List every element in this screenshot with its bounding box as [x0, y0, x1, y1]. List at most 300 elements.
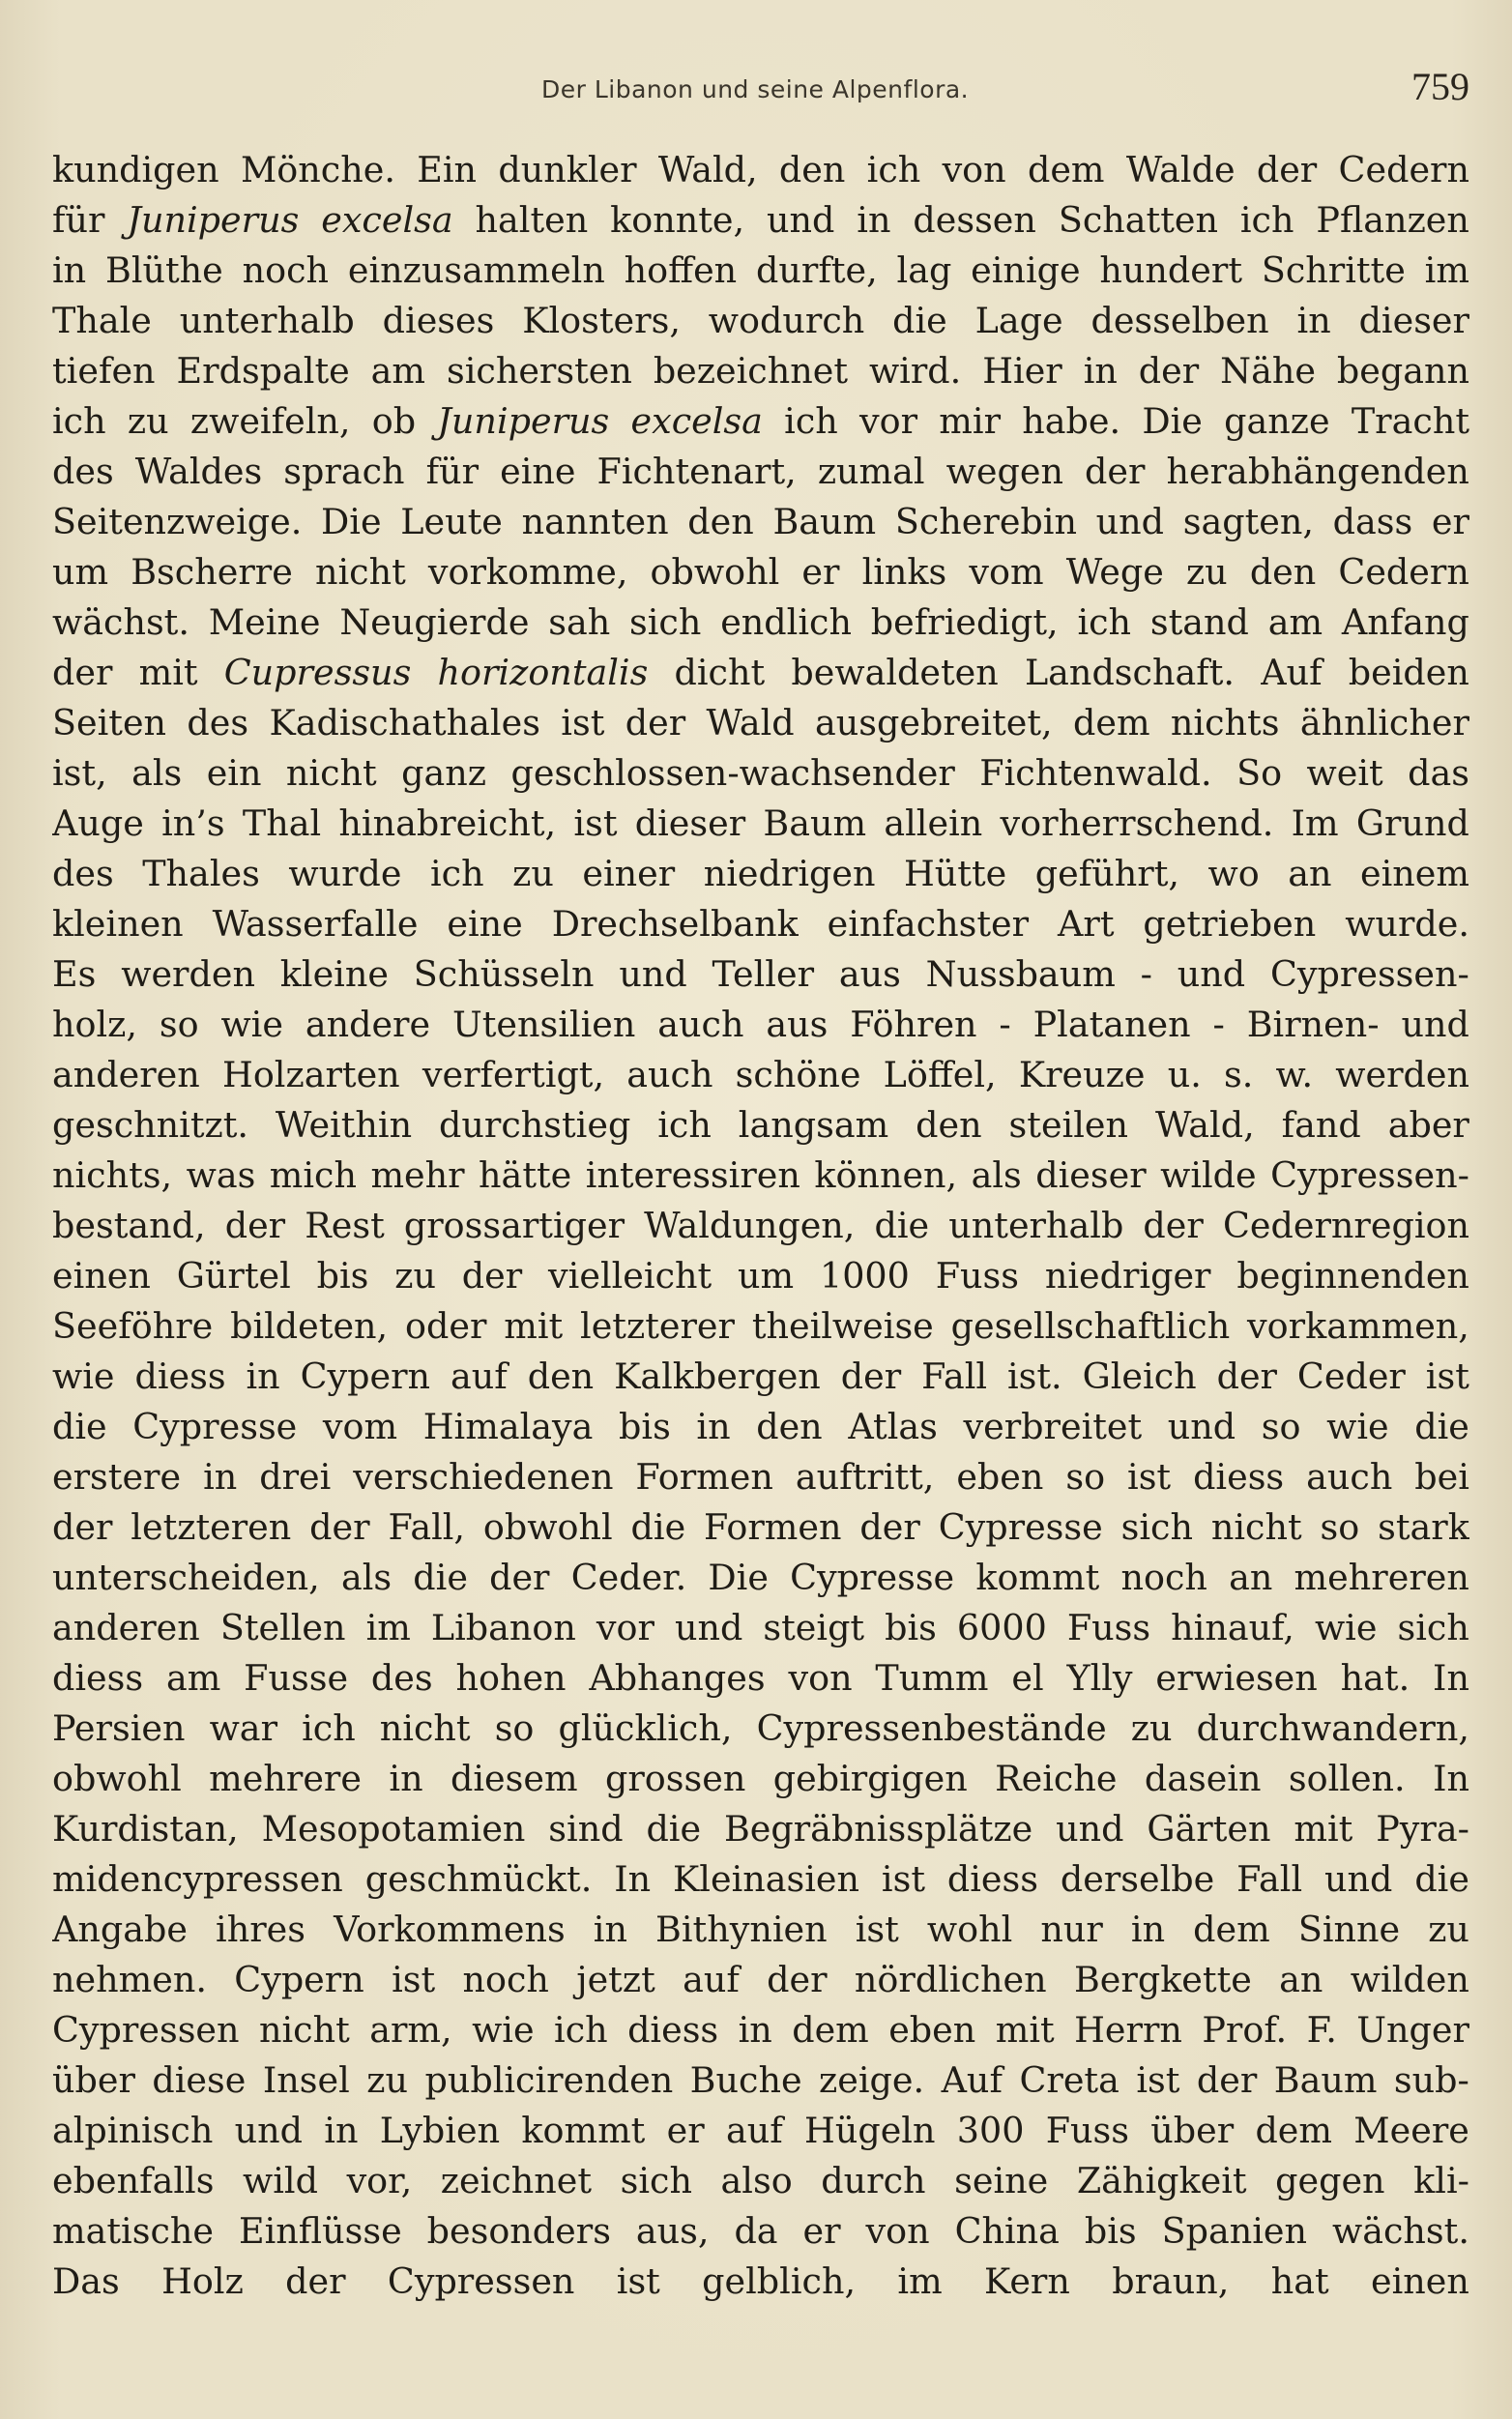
text-line: [52, 246, 1469, 296]
word: niedriger: [1044, 1255, 1211, 1297]
word: diese: [152, 2059, 247, 2101]
word: lag: [896, 249, 952, 291]
word: wilde: [1160, 1154, 1257, 1196]
text-line: [52, 1301, 1469, 1352]
word: Anfang: [1341, 601, 1469, 643]
word: zu: [127, 400, 169, 442]
word: Angabe: [52, 1909, 188, 1950]
word: wo: [1207, 853, 1260, 894]
text-line: [52, 145, 1469, 195]
word: aus,: [635, 2210, 710, 2252]
word: geschmückt.: [364, 1858, 593, 1900]
word: dem: [1255, 2110, 1333, 2151]
word: So: [1236, 752, 1283, 794]
word: alpinisch: [52, 2110, 214, 2151]
word: nicht: [379, 1707, 471, 1749]
word: Bergkette: [1073, 1959, 1252, 2000]
word: einem: [1359, 853, 1469, 894]
word: Formen: [704, 1506, 842, 1548]
word: ist: [1136, 2059, 1180, 2101]
word: midencypressen: [52, 1858, 343, 1900]
word: verschiedenen: [353, 1456, 614, 1498]
word: w.: [1275, 1054, 1314, 1095]
word: aus: [766, 1004, 829, 1045]
word: Mesopotamien: [261, 1808, 526, 1850]
word: der: [52, 1506, 113, 1548]
word: durfte,: [756, 249, 878, 291]
text-line: [52, 1050, 1469, 1100]
word: sich: [1397, 1607, 1469, 1648]
text-line: [52, 1754, 1469, 1804]
word: Drechselbank: [551, 903, 799, 945]
word: Die: [708, 1557, 769, 1598]
word: ist: [1127, 1456, 1172, 1498]
word: dem: [1027, 149, 1105, 190]
word: Seiten: [52, 702, 167, 743]
word: mehrere: [209, 1758, 362, 1799]
text-line: [52, 2206, 1469, 2257]
word: Cypern: [300, 1355, 431, 1397]
word: um: [738, 1255, 795, 1297]
word: an: [1288, 853, 1332, 894]
word: Fusse: [244, 1657, 349, 1699]
word: Fuss: [1066, 1607, 1151, 1648]
word: Scherebin: [894, 501, 1077, 542]
word: Auge: [52, 802, 144, 844]
word: Thal: [242, 802, 322, 844]
word: verbreitet: [963, 1406, 1143, 1447]
word: -: [999, 1004, 1011, 1045]
word: Bithynien: [655, 1909, 828, 1950]
word: da: [734, 2210, 778, 2252]
word: Cypressen-: [1270, 1154, 1469, 1196]
word: an: [1279, 1959, 1323, 2000]
word: halten: [475, 199, 589, 241]
word: Persien: [52, 1707, 186, 1749]
word: dass: [1332, 501, 1413, 542]
word: Klosters,: [522, 300, 681, 341]
word: kundigen: [52, 149, 219, 190]
word: ganz: [401, 752, 487, 794]
word: Föhren: [850, 1004, 977, 1045]
word: Cypresse: [938, 1506, 1103, 1548]
word: Wege: [1065, 551, 1164, 593]
word: wodurch: [708, 300, 865, 341]
text-line: [52, 2257, 1469, 2307]
word: der: [1085, 451, 1146, 492]
word: erwiesen: [1155, 1657, 1318, 1699]
word: nicht: [285, 752, 377, 794]
word: den: [687, 501, 754, 542]
word: des: [187, 702, 249, 743]
word: dunkler: [498, 149, 637, 190]
text-line: [52, 748, 1469, 799]
word: wurde.: [1345, 903, 1469, 945]
word: ausgebreitet,: [815, 702, 1053, 743]
text-line: [52, 195, 1469, 246]
word: am: [165, 1657, 221, 1699]
word: vielleicht: [548, 1255, 712, 1297]
word: Kern: [984, 2260, 1070, 2302]
word: Ylly: [1066, 1657, 1133, 1699]
word: wilden: [1350, 1959, 1469, 2000]
word: ist.: [1006, 1355, 1062, 1397]
word: Buche: [689, 2059, 802, 2101]
word: Cypresse: [790, 1557, 955, 1598]
text-line: [52, 2106, 1469, 2156]
word: mit: [138, 652, 198, 693]
word: des: [52, 853, 114, 894]
word: endlich: [720, 601, 852, 643]
word: allein: [884, 802, 983, 844]
word: Blüthe: [105, 249, 223, 291]
word: im: [897, 2260, 943, 2302]
text-line: [52, 346, 1469, 396]
word: tiefen: [52, 350, 156, 392]
word: steigt: [763, 1607, 865, 1648]
word: Cypressen-: [1269, 953, 1469, 995]
word: ist: [573, 802, 618, 844]
word: erstere: [52, 1456, 182, 1498]
word: die: [646, 1808, 702, 1850]
word: unterhalb: [948, 1205, 1124, 1246]
text-line: [52, 1804, 1469, 1854]
word: oder: [405, 1305, 487, 1347]
word: als: [131, 752, 183, 794]
text-line: [52, 1603, 1469, 1653]
word: aus: [838, 953, 901, 995]
word: derselbe: [1060, 1858, 1215, 1900]
word: einer: [582, 853, 676, 894]
word: ihres: [216, 1909, 306, 1950]
text-line: [52, 547, 1469, 597]
word: Kleinasien: [673, 1858, 860, 1900]
word: Utensilien: [451, 1004, 636, 1045]
word: hundert: [1099, 249, 1242, 291]
word: Birnen-: [1246, 1004, 1380, 1045]
word: nichts,: [52, 1154, 173, 1196]
word: bis: [619, 1406, 671, 1447]
word: nicht: [258, 2009, 350, 2051]
word: in: [1130, 1909, 1166, 1950]
word: ich: [302, 1707, 356, 1749]
word: ist: [616, 2260, 660, 2302]
word: und: [1095, 501, 1165, 542]
word: Ceder.: [570, 1557, 687, 1598]
text-line: [52, 1854, 1469, 1905]
text-line: [52, 698, 1469, 748]
word: obwohl: [650, 551, 780, 593]
word: Zähigkeit: [1076, 2160, 1247, 2201]
word: wie: [220, 1004, 283, 1045]
word: am: [370, 350, 426, 392]
word: mit: [504, 1305, 564, 1347]
word: Kreuze: [1018, 1054, 1146, 1095]
word: der: [285, 2260, 346, 2302]
word: ist: [392, 1959, 436, 2000]
word: eine: [500, 451, 576, 492]
italic-word: excelsa: [630, 400, 763, 442]
word: geschlossen-wachsender: [510, 752, 955, 794]
word: wohl: [926, 1909, 1013, 1950]
text-line: [52, 296, 1469, 346]
word: Gärten: [1147, 1808, 1271, 1850]
word: einen: [52, 1255, 151, 1297]
word: Cedern: [1338, 551, 1469, 593]
word: Unger: [1356, 2009, 1469, 2051]
word: diesem: [450, 1758, 578, 1799]
word: herabhängenden: [1166, 451, 1469, 492]
word: noch: [462, 1959, 549, 2000]
word: in: [52, 249, 87, 291]
word: Kalkbergen: [614, 1355, 821, 1397]
word: dem: [1072, 702, 1150, 743]
italic-word: Cupressus: [223, 652, 412, 693]
word: Gleich: [1082, 1355, 1197, 1397]
word: der: [625, 702, 686, 743]
word: der: [1138, 350, 1200, 392]
word: diess: [627, 2009, 719, 2051]
word: beginnenden: [1236, 1255, 1469, 1297]
word: Neugierde: [339, 601, 530, 643]
word: das: [1408, 752, 1469, 794]
word: die: [892, 300, 947, 341]
word: diess: [946, 1858, 1038, 1900]
word: auf: [725, 2110, 783, 2151]
word: Herrn: [1074, 2009, 1182, 2051]
word: er: [666, 2110, 705, 2151]
word: des: [52, 451, 114, 492]
word: -: [1140, 953, 1152, 995]
text-line: [52, 1452, 1469, 1502]
word: Meine: [208, 601, 321, 643]
word: einzusammeln: [347, 249, 605, 291]
word: vom: [322, 1406, 398, 1447]
word: hinabreicht,: [338, 802, 557, 844]
word: den: [1249, 551, 1317, 593]
text-line: [52, 2005, 1469, 2055]
word: Löffel,: [883, 1054, 997, 1095]
word: diess: [134, 1355, 226, 1397]
word: und: [1056, 1808, 1124, 1850]
word: Die: [321, 501, 382, 542]
word: Reiche: [995, 1758, 1118, 1799]
word: nördlichen: [854, 1959, 1047, 2000]
word: und: [1401, 1004, 1469, 1045]
word: die: [1414, 1858, 1469, 1900]
word: links: [861, 551, 947, 593]
word: ich: [784, 400, 838, 442]
word: Stellen: [219, 1607, 346, 1648]
word: bestand,: [52, 1205, 206, 1246]
word: können,: [814, 1154, 958, 1196]
word: hätte: [479, 1154, 572, 1196]
word: gesellschaftlich: [950, 1305, 1231, 1347]
word: desselben: [1090, 300, 1269, 341]
word: im: [365, 1607, 411, 1648]
word: an: [1229, 1557, 1273, 1598]
word: in: [389, 1758, 423, 1799]
word: ebenfalls: [52, 2160, 215, 2201]
word: letzteren: [131, 1506, 292, 1548]
word: in: [1083, 350, 1118, 392]
word: Baum: [763, 802, 867, 844]
word: Seitenzweige.: [52, 501, 303, 542]
word: obwohl: [52, 1758, 182, 1799]
text-line: [52, 597, 1469, 648]
word: Grund: [1355, 802, 1469, 844]
word: interessiren: [585, 1154, 800, 1196]
word: ist: [855, 1909, 899, 1950]
word: ich: [52, 400, 106, 442]
word: Fichtenwald.: [979, 752, 1212, 794]
word: einige: [971, 249, 1081, 291]
word: und: [767, 199, 835, 241]
word: Wald,: [1154, 1104, 1255, 1146]
word: Thale: [52, 300, 152, 341]
word: also: [720, 2160, 793, 2201]
word: den: [778, 149, 846, 190]
word: ich: [1077, 601, 1132, 643]
word: ob: [371, 400, 417, 442]
word: Wasserfalle: [212, 903, 419, 945]
word: Mönche.: [240, 149, 395, 190]
word: Baum: [1273, 2059, 1378, 2101]
body-text: [52, 145, 1469, 2307]
word: ich: [866, 149, 921, 190]
word: fand: [1281, 1104, 1361, 1146]
word: über: [52, 2059, 135, 2101]
word: habe.: [1022, 400, 1121, 442]
word: zeige.: [819, 2059, 925, 2101]
word: über: [1150, 2110, 1235, 2151]
word: auch: [626, 1054, 713, 1095]
word: Atlas: [848, 1406, 938, 1447]
word: hat.: [1340, 1657, 1410, 1699]
word: wächst.: [52, 601, 189, 643]
word: Erdspalte: [176, 350, 350, 392]
word: publicirenden: [424, 2059, 674, 2101]
word: Leute: [400, 501, 503, 542]
word: der: [767, 1959, 828, 2000]
word: so: [494, 1707, 535, 1749]
word: kommt: [521, 2110, 646, 2151]
word: einen: [1371, 2260, 1469, 2302]
word: nicht: [1210, 1506, 1302, 1548]
word: Meere: [1353, 2110, 1469, 2151]
word: Schritte: [1261, 249, 1406, 291]
word: mit: [995, 2009, 1055, 2051]
word: dasein: [1144, 1758, 1262, 1799]
word: ähnlicher: [1299, 702, 1469, 743]
word: am: [1267, 601, 1323, 643]
word: Wald: [706, 702, 795, 743]
word: der: [1196, 2059, 1258, 2101]
word: Bscherre: [131, 551, 293, 593]
word: bewaldeten: [791, 652, 999, 693]
word: und: [1324, 1858, 1393, 1900]
word: durchwandern,: [1196, 1707, 1469, 1749]
word: Himalaya: [422, 1406, 594, 1447]
word: vorkammen,: [1247, 1305, 1469, 1347]
word: auch: [657, 1004, 744, 1045]
text-line: [52, 799, 1469, 849]
word: Hütte: [903, 853, 1007, 894]
word: Pyra-: [1376, 1808, 1469, 1850]
word: Prof.: [1202, 2009, 1288, 2051]
word: ist: [881, 1858, 925, 1900]
word: vor,: [346, 2160, 413, 2201]
word: auch: [1306, 1456, 1393, 1498]
word: nur: [1040, 1909, 1103, 1950]
text-line: [52, 1502, 1469, 1553]
word: und: [1167, 1406, 1236, 1447]
word: Fall: [921, 1355, 988, 1397]
word: dieser: [634, 802, 746, 844]
word: auf: [683, 1959, 740, 2000]
word: zu: [1185, 551, 1228, 593]
word: die: [630, 1506, 686, 1548]
word: steilen: [1008, 1104, 1129, 1146]
word: bis: [1084, 2210, 1137, 2252]
word: 300: [956, 2110, 1025, 2151]
word: ein: [206, 752, 262, 794]
word: und: [234, 2110, 303, 2151]
word: den: [916, 1104, 982, 1146]
word: verfertigt,: [422, 1054, 605, 1095]
word: ich: [657, 1104, 712, 1146]
word: von: [942, 149, 1006, 190]
text-line: [52, 1000, 1469, 1050]
word: Creta: [1019, 2059, 1119, 2101]
word: kli-: [1413, 2160, 1469, 2201]
word: kommt: [975, 1557, 1100, 1598]
word: sprach: [283, 451, 405, 492]
word: nicht: [314, 551, 406, 593]
word: nichts: [1170, 702, 1280, 743]
word: auf: [451, 1355, 508, 1397]
word: wird.: [868, 350, 962, 392]
word: Gürtel: [176, 1255, 291, 1297]
word: el: [1011, 1657, 1044, 1699]
word: gebirgigen: [772, 1758, 968, 1799]
word: Teller: [712, 953, 815, 995]
italic-word: Juniperus: [437, 400, 610, 442]
word: und: [674, 1607, 743, 1648]
word: mich: [269, 1154, 357, 1196]
italic-word: Juniperus: [127, 199, 300, 241]
word: in: [324, 2110, 359, 2151]
word: durch: [821, 2160, 926, 2201]
word: -: [1212, 1004, 1225, 1045]
word: Thales: [142, 853, 260, 894]
word: noch: [242, 249, 330, 291]
word: In: [1433, 1758, 1469, 1799]
word: wild: [243, 2160, 318, 2201]
word: dem: [1193, 1909, 1270, 1950]
word: in: [246, 1355, 280, 1397]
word: sich: [629, 601, 702, 643]
word: Nussbaum: [925, 953, 1116, 995]
word: der: [1256, 149, 1318, 190]
word: Einflüsse: [238, 2210, 402, 2252]
word: Kadischathales: [269, 702, 540, 743]
word: mehr: [370, 1154, 465, 1196]
word: sich: [620, 2160, 692, 2201]
word: Cedernregion: [1222, 1205, 1469, 1246]
word: grossartiger: [403, 1205, 625, 1246]
word: der: [52, 652, 113, 693]
